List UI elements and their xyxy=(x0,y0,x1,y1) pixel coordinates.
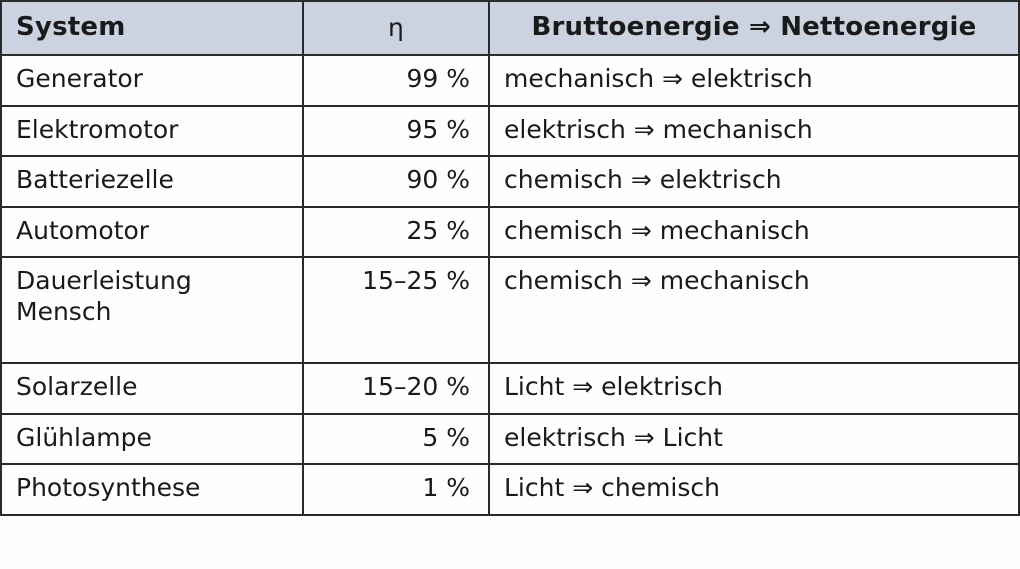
cell-conversion: elektrisch ⇒ mechanisch xyxy=(489,106,1019,157)
table-row xyxy=(1,156,1019,207)
cell-system: Glühlampe xyxy=(1,414,303,465)
column-header-eta: η xyxy=(303,1,489,55)
cell-system: Elektromotor xyxy=(1,106,303,157)
cell-system: Photosynthese xyxy=(1,464,303,515)
cell-conversion: chemisch ⇒ mechanisch xyxy=(489,257,1019,363)
cell-eta: 90 % xyxy=(303,156,489,207)
cell-conversion: chemisch ⇒ mechanisch xyxy=(489,207,1019,258)
cell-system: Dauerleistung Mensch xyxy=(1,257,303,363)
column-header-system: System xyxy=(1,1,303,55)
column-header-conversion: Bruttoenergie ⇒ Nettoenergie xyxy=(489,1,1019,55)
cell-eta: 5 % xyxy=(303,414,489,465)
cell-eta: 95 % xyxy=(303,106,489,157)
cell-system: Generator xyxy=(1,55,303,106)
table-row xyxy=(1,106,1019,157)
cell-eta: 25 % xyxy=(303,207,489,258)
table-row xyxy=(1,55,1019,106)
cell-eta: 15–20 % xyxy=(303,363,489,414)
table-header xyxy=(1,1,1019,55)
cell-conversion: chemisch ⇒ elektrisch xyxy=(489,156,1019,207)
table-row xyxy=(1,363,1019,414)
table-row xyxy=(1,464,1019,515)
table-row xyxy=(1,257,1019,363)
table-row xyxy=(1,414,1019,465)
cell-conversion: Licht ⇒ chemisch xyxy=(489,464,1019,515)
cell-eta: 15–25 % xyxy=(303,257,489,363)
cell-eta: 1 % xyxy=(303,464,489,515)
cell-system: Batteriezelle xyxy=(1,156,303,207)
cell-system: Automotor xyxy=(1,207,303,258)
cell-conversion: Licht ⇒ elektrisch xyxy=(489,363,1019,414)
cell-eta: 99 % xyxy=(303,55,489,106)
table-row xyxy=(1,207,1019,258)
cell-system: Solarzelle xyxy=(1,363,303,414)
table-body xyxy=(1,55,1019,515)
table-header-row xyxy=(1,1,1019,55)
cell-conversion: elektrisch ⇒ Licht xyxy=(489,414,1019,465)
cell-conversion: mechanisch ⇒ elektrisch xyxy=(489,55,1019,106)
